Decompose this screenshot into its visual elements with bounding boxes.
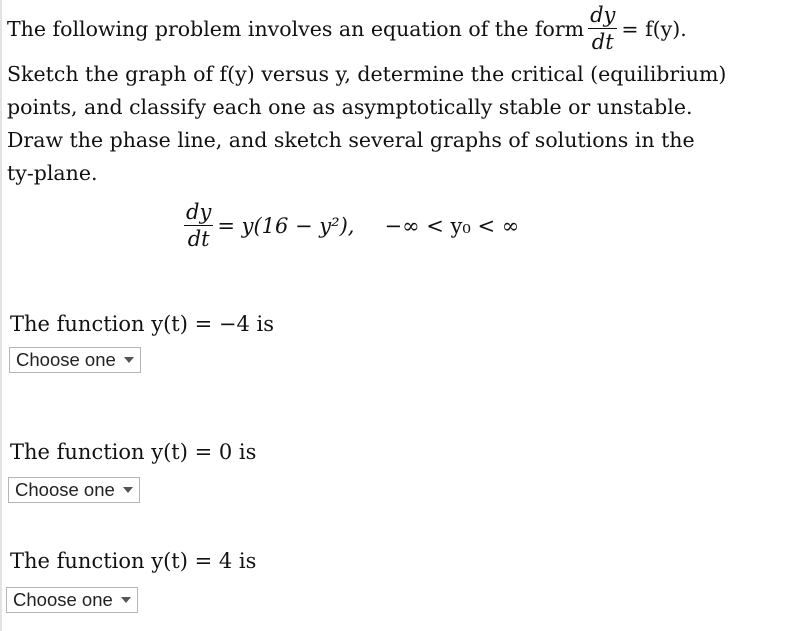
question-2-select[interactable] [8, 477, 140, 503]
question-3-text: The function y(t) = 4 is [10, 549, 257, 573]
problem-statement [7, 0, 792, 190]
equation-fraction [184, 202, 213, 250]
form-numerator: dy [590, 3, 616, 27]
equation-denominator: dt [187, 227, 210, 251]
question-1-text: The function y(t) = −4 is [10, 312, 274, 336]
question-1-select[interactable] [9, 347, 141, 373]
intro-text: The following problem involves an equation of the form [7, 16, 585, 41]
intro-line-3: points, and classify each one as asymptotically stable or unstable. [7, 95, 693, 119]
chevron-down-icon [121, 597, 131, 603]
initial-condition-range: −∞ < y₀ < ∞ [384, 214, 520, 238]
form-rhs: = f(y). [621, 16, 687, 41]
question-3-select[interactable] [6, 587, 138, 613]
left-border [0, 0, 2, 631]
question-2-text: The function y(t) = 0 is [10, 440, 257, 464]
differential-equation [180, 196, 519, 256]
chevron-down-icon [123, 487, 133, 493]
equation-numerator: dy [186, 200, 212, 224]
form-fraction [588, 5, 617, 53]
form-denominator: dt [591, 30, 614, 54]
chevron-down-icon [124, 357, 134, 363]
question-3-select-value: Choose one [13, 589, 113, 610]
intro-line-2: Sketch the graph of f(y) versus y, determine the critical (equilibrium) [7, 62, 727, 86]
intro-line-1 [7, 0, 792, 58]
question-1-select-value: Choose one [16, 349, 116, 370]
intro-line-5: ty-plane. [7, 161, 98, 185]
intro-line-4: Draw the phase line, and sketch several graphs of solutions in the [7, 128, 695, 152]
question-2-select-value: Choose one [15, 479, 115, 500]
equation-rhs: = y(16 − y²), [217, 214, 355, 238]
